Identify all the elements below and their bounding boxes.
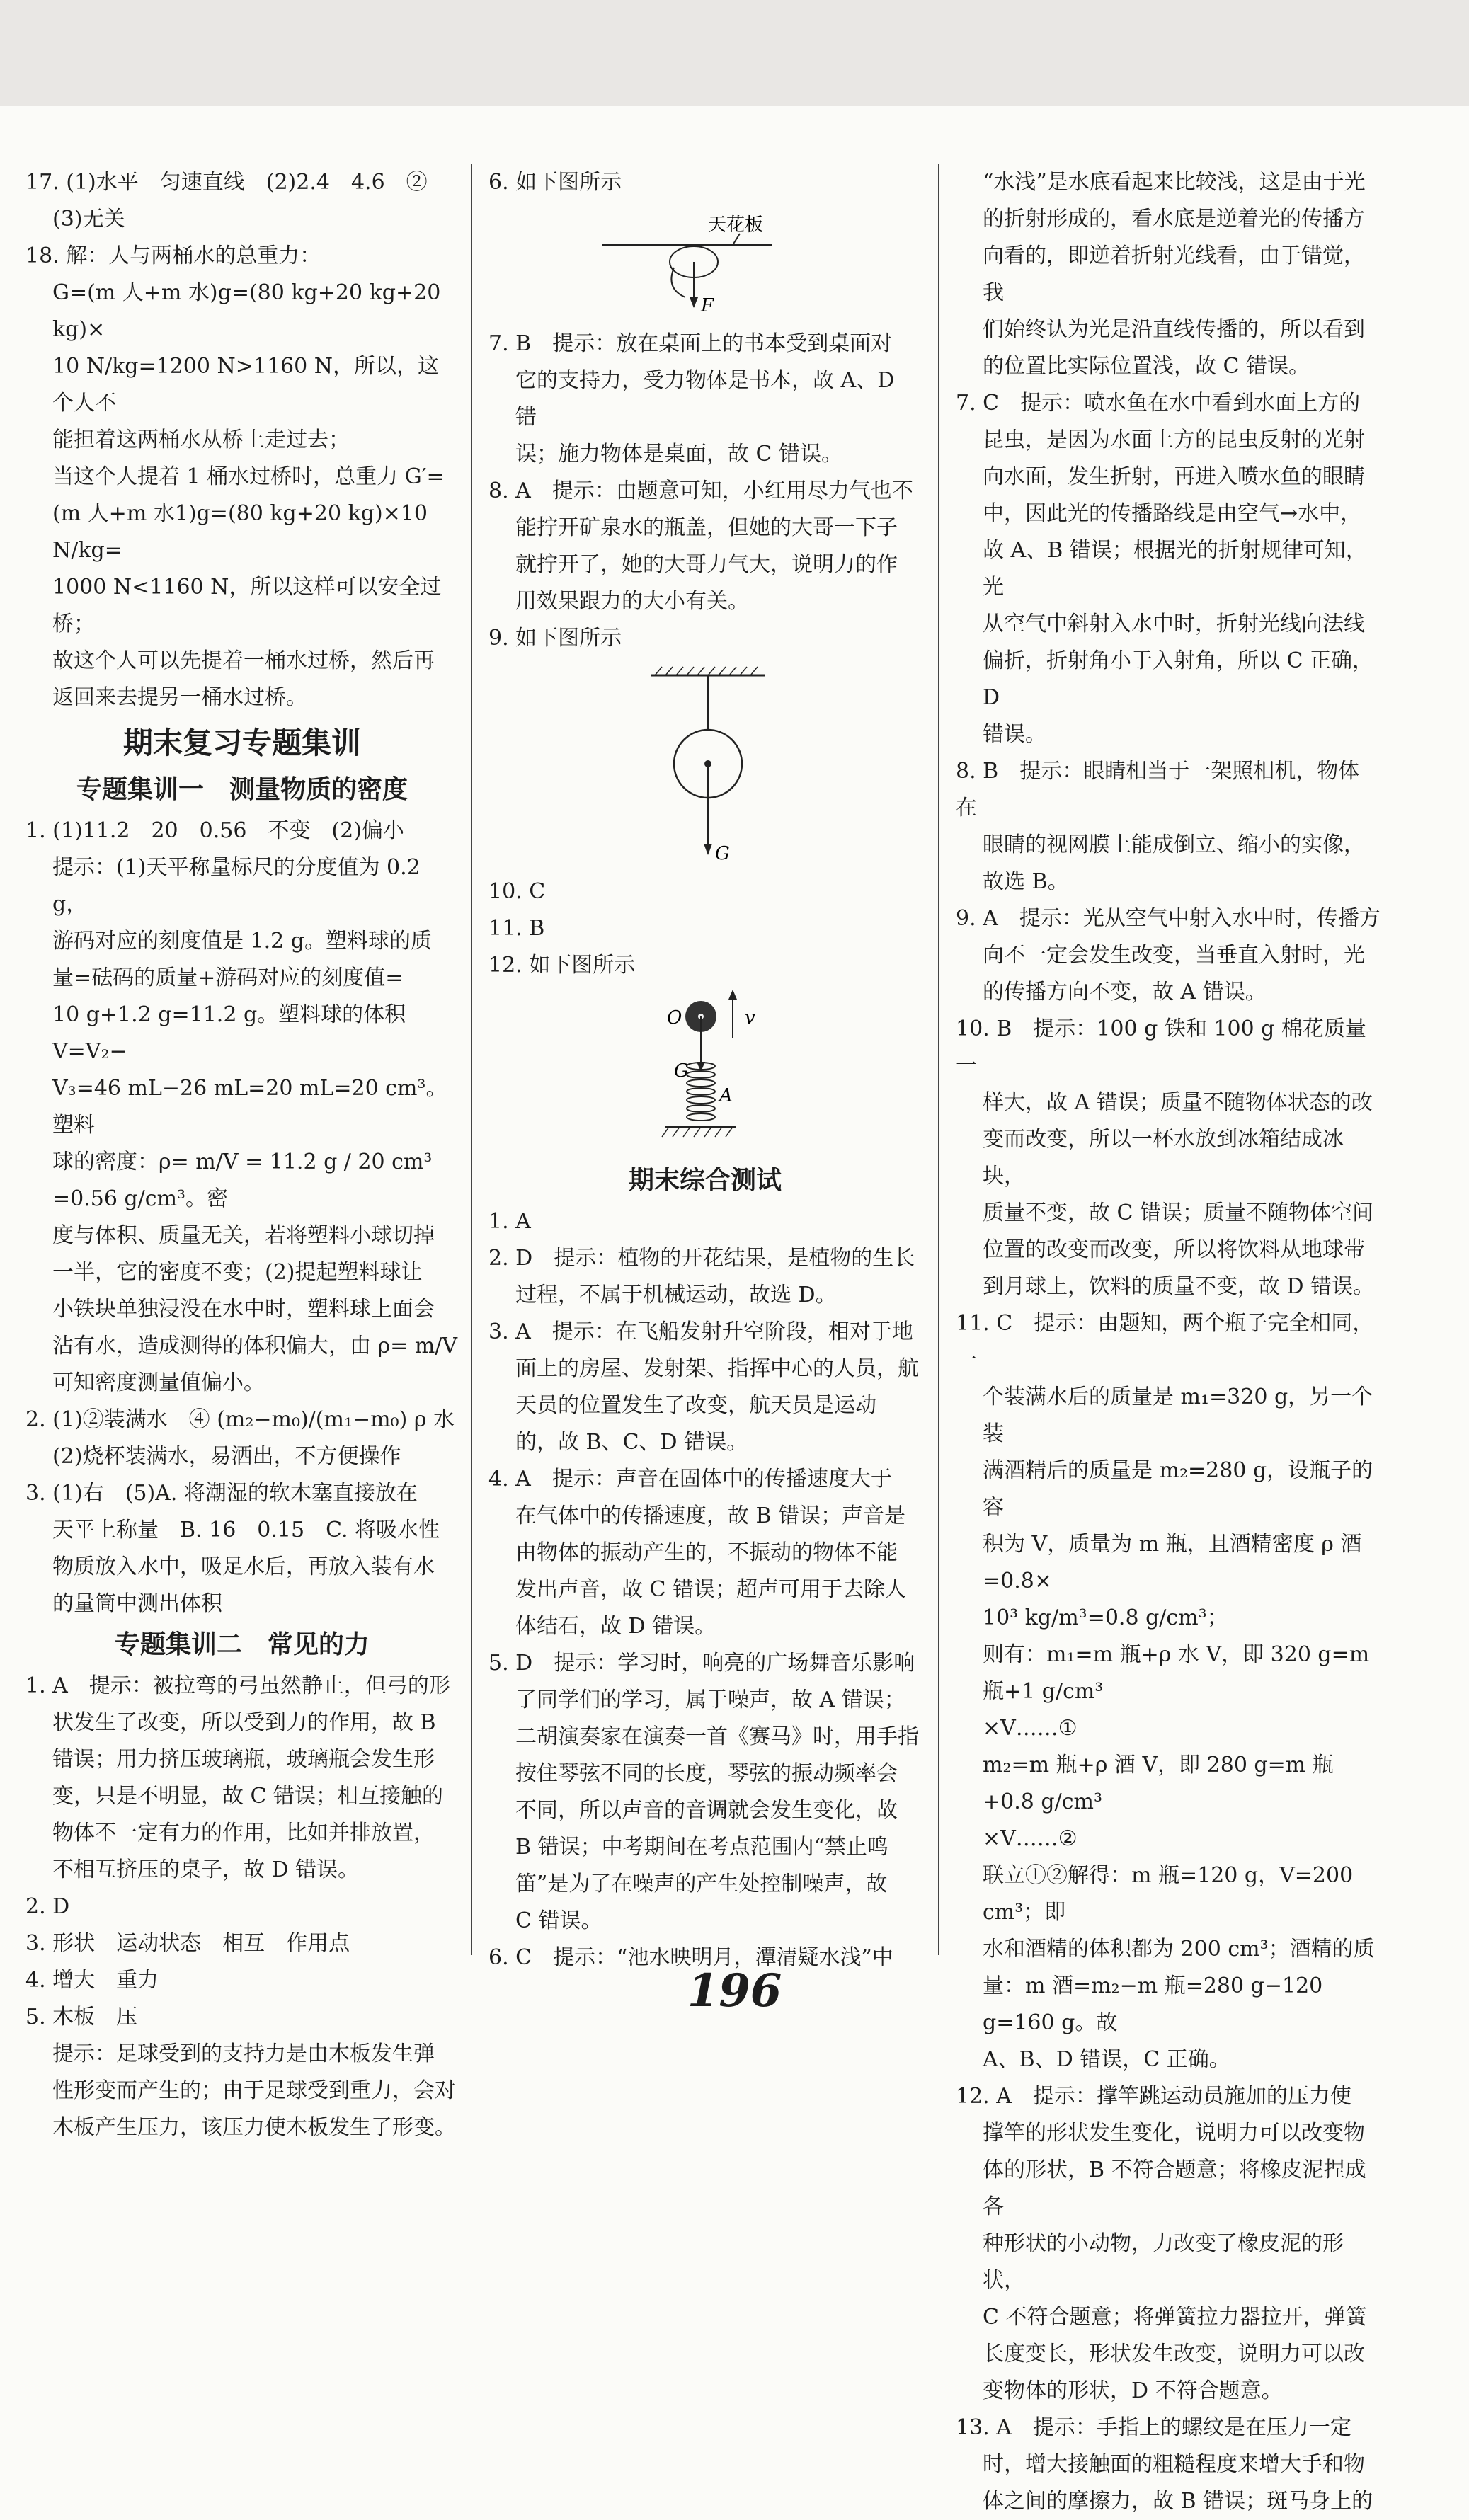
q18-line: 返回来去提另一桶水过桥。 bbox=[52, 685, 307, 710]
f9-line: 向不一定会发生改变，当垂直入射时，光 bbox=[983, 943, 1365, 968]
f11-line: ×V……① bbox=[983, 1716, 1078, 1741]
q7-line: 它的支持力，受力物体是书本，故 A、D 错 bbox=[515, 368, 895, 430]
f13-line: 体之间的摩擦力，故 B 错误；斑马身上的 bbox=[983, 2489, 1373, 2514]
q18-line: 能担着这两桶水从桥上走过去； bbox=[52, 428, 350, 452]
q18-line: 10 N/kg=1200 N>1160 N，所以，这个人不 bbox=[52, 354, 439, 416]
f12-line: 种形状的小动物，力改变了橡皮泥的形状， bbox=[983, 2231, 1344, 2293]
f12-line: 撑竿的形状发生变化，说明力可以改变物 bbox=[983, 2121, 1365, 2146]
t2-q5-line: 木板产生压力，该压力使木板发生了形变。 bbox=[52, 2115, 456, 2140]
q8-line: 就拧开了，她的大哥力气大，说明力的作 bbox=[515, 552, 898, 577]
f8-line: 8. B 提示：眼睛相当于一架照相机，物体在 bbox=[956, 759, 1360, 820]
f7-line: 昆虫，是因为水面上方的昆虫反射的光射 bbox=[983, 428, 1365, 452]
t2-q1-line: 不相互挤压的桌子，故 D 错误。 bbox=[52, 1857, 360, 1882]
f1: 1. A bbox=[488, 1209, 531, 1234]
column-divider bbox=[471, 164, 472, 1955]
f11-line: 水和酒精的体积都为 200 cm³；酒精的质 bbox=[983, 1937, 1375, 1961]
point-a-label: A bbox=[719, 1085, 733, 1106]
q7-line: 7. B 提示：放在桌面上的书本受到桌面对 bbox=[488, 331, 893, 356]
ceiling-label: 天花板 bbox=[708, 214, 764, 236]
f4-line: 在气体中的传播速度，故 B 错误；声音是 bbox=[515, 1504, 906, 1528]
f5-line: 不同，所以声音的音调就会发生变化，故 bbox=[515, 1798, 898, 1823]
gravity-g2-label: G bbox=[674, 1060, 689, 1082]
f4-line: 由物体的振动产生的，不振动的物体不能 bbox=[515, 1540, 898, 1565]
f7-line: 中，因此光的传播路线是由空气→水中， bbox=[983, 501, 1362, 526]
t1-q3-line: 天平上称量 B. 16 0.15 C. 将吸水性 bbox=[52, 1518, 440, 1542]
f10-line: 10. B 提示：100 g 铁和 100 g 棉花质量一 bbox=[956, 1016, 1366, 1078]
f5-line: 5. D 提示：学习时，响亮的广场舞音乐影响 bbox=[488, 1651, 915, 1676]
f13-line: 时，增大接触面的粗糙程度来增大手和物 bbox=[983, 2452, 1365, 2477]
t1-q1-line: 球的密度：ρ= m/V = 11.2 g / 20 cm³ =0.56 g/cm³。密 bbox=[52, 1150, 433, 1211]
f10-line: 质量不变，故 C 错误；质量不随物体空间 bbox=[983, 1201, 1374, 1225]
t1-q3-line: 的量筒中测出体积 bbox=[52, 1591, 222, 1616]
f5-line: 按住琴弦不同的长度，琴弦的振动频率会 bbox=[515, 1761, 898, 1786]
f6-cont-line: “水浅”是水底看起来比较浅，这是由于光 bbox=[983, 170, 1366, 195]
column-middle bbox=[488, 164, 922, 1976]
f6-line: 6. C 提示：“池水映明月，潭清疑水浅”中 bbox=[488, 1945, 893, 1970]
f10-line: 样大，故 A 错误；质量不随物体状态的改 bbox=[983, 1090, 1373, 1115]
f8-line: 故选 B。 bbox=[983, 869, 1069, 894]
f5-line: 二胡演奏家在演奏一首《赛马》时，用手指 bbox=[515, 1724, 919, 1749]
f5-line: 了同学们的学习，属于噪声，故 A 错误； bbox=[515, 1688, 905, 1712]
q7-line: 误；施力物体是桌面，故 C 错误。 bbox=[515, 442, 843, 466]
t2-q1-line: 物体不一定有力的作用，比如并排放置， bbox=[52, 1821, 435, 1845]
f4-line: 发出声音，故 C 错误；超声可用于去除人 bbox=[515, 1577, 907, 1602]
t1-q1-line: 10 g+1.2 g=11.2 g。塑料球的体积 V=V₂− bbox=[52, 1002, 406, 1064]
f7-line: 偏折，折射角小于入射角，所以 C 正确，D bbox=[983, 648, 1374, 710]
f7-line: 错误。 bbox=[983, 722, 1046, 747]
t1-q1-line: 量=砝码的质量+游码对应的刻度值= bbox=[52, 966, 404, 990]
section-title-final-test: 期末综合测试 bbox=[628, 1166, 782, 1195]
t2-q5-line: 提示：足球受到的支持力是由木板发生弹 bbox=[52, 2041, 435, 2066]
f4-line: 体结石，故 D 错误。 bbox=[515, 1614, 716, 1639]
t2-q1-line: 状发生了改变，所以受到力的作用，故 B bbox=[52, 1710, 436, 1735]
point-o-label: O bbox=[667, 1007, 682, 1029]
t2-q1-line: 变，只是不明显，故 C 错误；相互接触的 bbox=[52, 1784, 444, 1809]
f3-line: 3. A 提示：在飞船发射升空阶段，相对于地 bbox=[488, 1319, 913, 1344]
f7-line: 故 A、B 错误；根据光的折射规律可知，光 bbox=[983, 538, 1367, 600]
f3-line: 的，故 B、C、D 错误。 bbox=[515, 1430, 748, 1455]
f6-cont-line: 的位置比实际位置浅，故 C 错误。 bbox=[983, 354, 1310, 379]
t1-q3-line: 3. (1)右 (5)A. 将潮湿的软木塞直接放在 bbox=[25, 1481, 418, 1506]
f11-line: m₂=m 瓶+ρ 酒 V，即 280 g=m 瓶+0.8 g/cm³ bbox=[983, 1753, 1334, 1814]
q17-line: (3)无关 bbox=[52, 207, 125, 231]
f7-line: 7. C 提示：喷水鱼在水中看到水面上方的 bbox=[956, 391, 1361, 416]
f12-line: 体的形状，B 不符合题意；将橡皮泥捏成各 bbox=[983, 2158, 1366, 2219]
q18-line: G=(m 人+m 水)g=(80 kg+20 kg+20 kg)× bbox=[52, 280, 441, 342]
f6-cont-line: 们始终认为光是沿直线传播的，所以看到 bbox=[983, 317, 1365, 342]
f3-line: 面上的房屋、发射架、指挥中心的人员，航 bbox=[515, 1356, 919, 1381]
t1-q1-line: 可知密度测量值偏小。 bbox=[52, 1370, 265, 1395]
t1-q1-line: 一半，它的密度不变；(2)提起塑料球让 bbox=[52, 1260, 423, 1285]
force-f-label: F bbox=[701, 295, 714, 316]
q8-line: 用效果跟力的大小有关。 bbox=[515, 589, 749, 614]
q18-line: 18. 解：人与两桶水的总重力： bbox=[25, 244, 321, 268]
f2-line: 2. D 提示：植物的开花结果，是植物的生长 bbox=[488, 1246, 915, 1271]
q18-line: 当这个人提着 1 桶水过桥时，总重力 G′= bbox=[52, 464, 445, 489]
column-left bbox=[25, 164, 459, 2146]
t1-q1-line: 提示：(1)天平称量标尺的分度值为 0.2 g， bbox=[52, 855, 421, 917]
column-divider bbox=[938, 164, 939, 1955]
t2-q3: 3. 形状 运动状态 相互 作用点 bbox=[25, 1931, 350, 1956]
t1-q1-line: 度与体积、质量无关，若将塑料小球切掉 bbox=[52, 1223, 435, 1248]
f11-line: 量：m 酒=m₂−m 瓶=280 g−120 g=160 g。故 bbox=[983, 1974, 1323, 2035]
section-title-topic1: 专题集训一 测量物质的密度 bbox=[76, 775, 408, 804]
t2-q1-line: 错误；用力挤压玻璃瓶，玻璃瓶会发生形 bbox=[52, 1747, 435, 1772]
q6: 6. 如下图所示 bbox=[488, 170, 622, 195]
f6-cont-line: 的折射形成的，看水底是逆着光的传播方 bbox=[983, 207, 1365, 231]
top-scan-band bbox=[0, 0, 1469, 106]
f11-line: 10³ kg/m³=0.8 g/cm³； bbox=[983, 1605, 1228, 1630]
f10-line: 到月球上，饮料的质量不变，故 D 错误。 bbox=[983, 1274, 1375, 1299]
section-title-topic2: 专题集训二 常见的力 bbox=[114, 1630, 370, 1659]
f11-line: ×V……② bbox=[983, 1826, 1078, 1851]
f11-line: 11. C 提示：由题知，两个瓶子完全相同，一 bbox=[956, 1311, 1374, 1373]
figure-pendulum bbox=[488, 661, 913, 866]
f11-line: 联立①②解得：m 瓶=120 g，V=200 cm³；即 bbox=[983, 1863, 1354, 1925]
f12-line: 长度变长，形状发生改变，说明力可以改 bbox=[983, 2342, 1365, 2366]
t2-q5-line: 性形变而产生的；由于足球受到重力，会对 bbox=[52, 2078, 456, 2103]
f12-line: 12. A 提示：撑竿跳运动员施加的压力使 bbox=[956, 2084, 1351, 2109]
q18-line: 1000 N<1160 N，所以这样可以安全过桥； bbox=[52, 575, 442, 636]
f2-line: 过程，不属于机械运动，故选 D。 bbox=[515, 1283, 837, 1307]
q11: 11. B bbox=[488, 916, 545, 941]
f5-line: C 错误。 bbox=[515, 1908, 602, 1933]
section-title-final-review: 期末复习专题集训 bbox=[122, 726, 361, 760]
q18-line: 故这个人可以先提着一桶水过桥，然后再 bbox=[52, 648, 435, 673]
t2-q5-line: 5. 木板 压 bbox=[25, 2005, 138, 2029]
f13-line: 13. A 提示：手指上的螺纹是在压力一定 bbox=[956, 2415, 1351, 2440]
f11-line: A、B、D 错误，C 正确。 bbox=[983, 2047, 1230, 2072]
f5-line: 笛”是为了在噪声的产生处控制噪声，故 bbox=[515, 1872, 888, 1896]
velocity-v-label: v bbox=[745, 1007, 755, 1029]
q8-line: 8. A 提示：由题意可知，小红用尽力气也不 bbox=[488, 479, 913, 503]
f10-line: 变而改变，所以一杯水放到冰箱结成冰块， bbox=[983, 1127, 1344, 1189]
t2-q4: 4. 增大 重力 bbox=[25, 1968, 159, 1993]
f9-line: 9. A 提示：光从空气中射入水中时，传播方 bbox=[956, 906, 1381, 931]
t1-q1-line: 游码对应的刻度值是 1.2 g。塑料球的质 bbox=[52, 929, 432, 953]
gravity-g-label: G bbox=[715, 843, 730, 864]
t1-q1-line: V₃=46 mL−26 mL=20 mL=20 cm³。塑料 bbox=[52, 1076, 447, 1138]
q8-line: 能拧开矿泉水的瓶盖，但她的大哥一下子 bbox=[515, 515, 898, 540]
f3-line: 天员的位置发生了改变，航天员是运动 bbox=[515, 1393, 876, 1418]
q17-line: 17. (1)水平 匀速直线 (2)2.4 4.6 ② bbox=[25, 170, 428, 195]
column-right bbox=[956, 164, 1381, 2520]
f9-line: 的传播方向不变，故 A 错误。 bbox=[983, 980, 1267, 1004]
q18-line: (m 人+m 水1)g=(80 kg+20 kg)×10 N/kg= bbox=[52, 501, 428, 563]
f5-line: B 错误；中考期间在考点范围内“禁止鸣 bbox=[515, 1835, 888, 1860]
f11-line: 积为 V，质量为 m 瓶，且酒精密度 ρ 酒=0.8× bbox=[983, 1532, 1362, 1593]
t1-q1-line: 小铁块单独浸没在水中时，塑料球上面会 bbox=[52, 1297, 435, 1322]
q9: 9. 如下图所示 bbox=[488, 626, 622, 651]
t1-q1-line: 沾有水，造成测得的体积偏大，由 ρ= m/V bbox=[52, 1334, 458, 1358]
t2-q1-line: 1. A 提示：被拉弯的弓虽然静止，但弓的形 bbox=[25, 1673, 450, 1698]
t1-q3-line: 物质放入水中，吸足水后，再放入装有水 bbox=[52, 1554, 435, 1579]
t2-q2: 2. D bbox=[25, 1894, 70, 1919]
f4-line: 4. A 提示：声音在固体中的传播速度大于 bbox=[488, 1467, 892, 1491]
t1-q2-line: (2)烧杯装满水，易洒出，不方便操作 bbox=[52, 1444, 401, 1469]
f7-line: 向水面，发生折射，再进入喷水鱼的眼睛 bbox=[983, 464, 1365, 489]
f11-line: 满酒精后的质量是 m₂=280 g，设瓶子的容 bbox=[983, 1458, 1373, 1520]
page-number: 196 bbox=[687, 1964, 782, 2017]
figure-ceiling-force bbox=[488, 205, 913, 319]
figure-spring-ball bbox=[488, 988, 913, 1151]
f8-line: 眼睛的视网膜上能成倒立、缩小的实像， bbox=[983, 832, 1365, 857]
f6-cont-line: 向看的，即逆着折射光线看，由于错觉，我 bbox=[983, 244, 1365, 305]
f11-line: 则有：m₁=m 瓶+ρ 水 V，即 320 g=m 瓶+1 g/cm³ bbox=[983, 1642, 1370, 1704]
t1-q1-line: 1. (1)11.2 20 0.56 不变 (2)偏小 bbox=[25, 818, 404, 843]
f12-line: 变物体的形状，D 不符合题意。 bbox=[983, 2378, 1283, 2403]
q12: 12. 如下图所示 bbox=[488, 953, 636, 978]
f10-line: 位置的改变而改变，所以将饮料从地球带 bbox=[983, 1237, 1365, 1262]
f12-line: C 不符合题意；将弹簧拉力器拉开，弹簧 bbox=[983, 2305, 1367, 2330]
q10: 10. C bbox=[488, 879, 546, 904]
f11-line: 个装满水后的质量是 m₁=320 g，另一个装 bbox=[983, 1385, 1373, 1446]
f7-line: 从空气中斜射入水中时，折射光线向法线 bbox=[983, 612, 1365, 636]
t1-q2-line: 2. (1)②装满水 ④ (m₂−m₀)/(m₁−m₀) ρ 水 bbox=[25, 1407, 455, 1432]
